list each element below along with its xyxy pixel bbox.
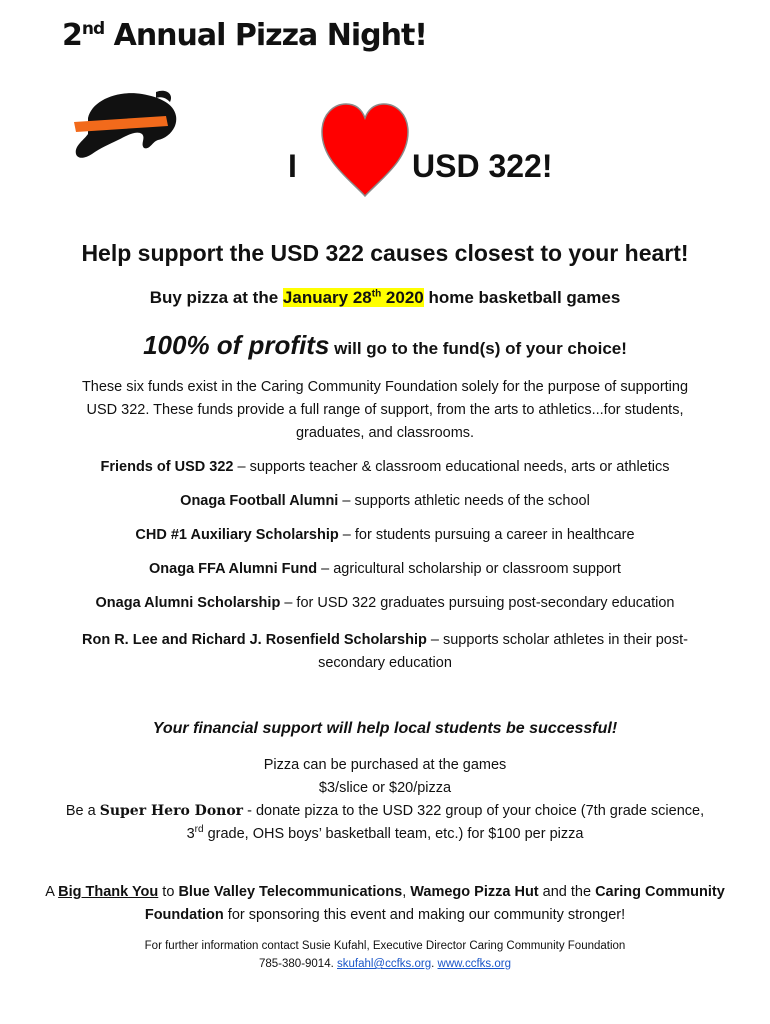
bison-logo-icon [70,88,180,167]
fund-item: Onaga Alumni Scholarship – for USD 322 graduates pursuing post-secondary education [95,595,675,611]
price-line: $3/slice or $20/pizza [318,780,452,796]
purchase-info [60,754,710,846]
event-date-highlight: January 28th 2020 [282,288,424,307]
heart-icon [318,100,412,205]
website-link[interactable]: www.ccfks.org [437,958,512,970]
buy-line: Buy pizza at the January 28th 2020 home basketball games [149,288,621,307]
help-heading: Help support the USD 322 causes closest to your heart! [81,240,689,266]
profit-line: 100% of profits will go to the fund(s) of your choice! [143,330,627,360]
fund-item: Onaga Football Alumni – supports athletic needs of the school [180,493,590,509]
purchase-line: Pizza can be purchased at the games [263,757,507,773]
fund-item: Friends of USD 322 – supports teacher & classroom educational needs, arts or athletics [100,459,670,475]
contact-links-line: 785-380-9014. skufahl@ccfks.org. www.ccfks.org [258,958,512,970]
fund-item: CHD #1 Auxiliary Scholarship – for students pursuing a career in healthcare [135,527,635,543]
fund-item: Onaga FFA Alumni Fund – agricultural scholarship or classroom support [149,561,621,577]
intro-paragraph: These six funds exist in the Caring Community Foundation solely for the purpose of supporting USD 322. These funds provide a full range of support, from the arts to athletics...for students, graduates, and classrooms. [81,379,689,441]
thanks-paragraph: A Big Thank You to Blue Valley Telecommunications, Wamego Pizza Hut and the Caring Community Foundation for sponsoring this event and making our community stronger! [45,884,725,923]
page-title: 2nd Annual Pizza Night! [62,18,427,53]
success-heading: Your financial support will help local students be successful! [152,720,618,737]
usd-text: USD 322! [412,148,553,184]
fund-item: Ron R. Lee and Richard J. Rosenfield Scholarship – supports scholar athletes in their post-secondary education [82,632,688,671]
i-text: I [288,148,297,184]
contact-line: For further information contact Susie Kufahl, Executive Director Caring Community Foundation [144,940,626,952]
hero-donor-line: Be a Super Hero Donor - donate pizza to the USD 322 group of your choice (7th grade science, 3rd grade, OHS boys’ basketball team, etc.) for $100 per pizza [65,803,705,842]
contact-info [60,937,710,973]
email-link[interactable]: skufahl@ccfks.org [337,958,432,970]
